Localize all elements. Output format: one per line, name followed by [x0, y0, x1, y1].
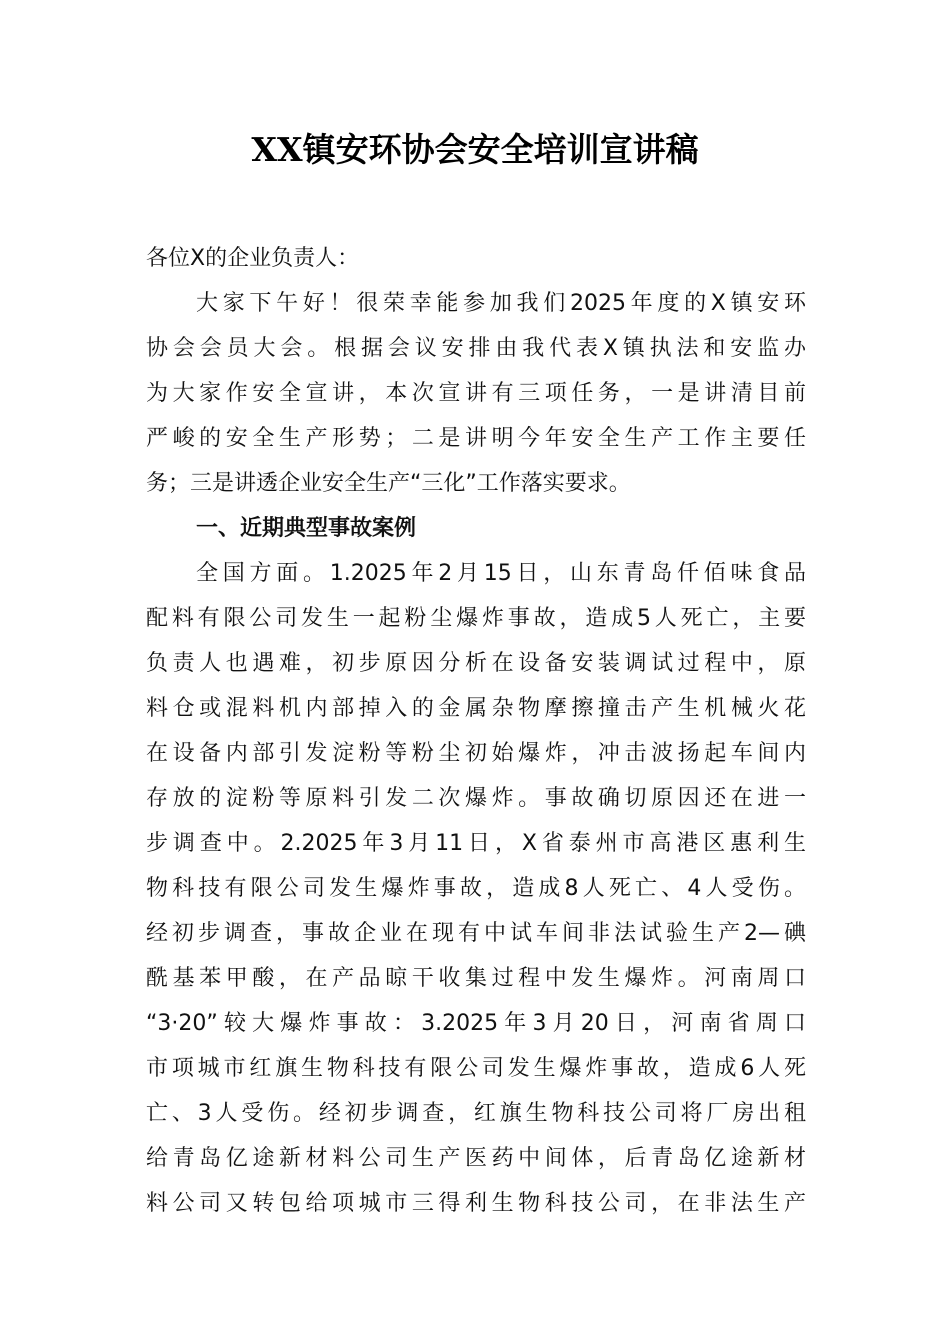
document-title: XX镇安环协会安全培训宣讲稿	[251, 130, 699, 169]
paragraph-line: 酰基苯甲酸，在产品晾干收集过程中发生爆炸。河南周口	[146, 966, 806, 991]
paragraph-line: 市项城市红旗生物科技有限公司发生爆炸事故，造成6人死	[146, 1056, 806, 1081]
paragraph-line: 大家下午好！很荣幸能参加我们2025年度的X镇安环	[196, 291, 806, 316]
paragraph-line: 配料有限公司发生一起粉尘爆炸事故，造成5人死亡，主要	[146, 606, 806, 631]
paragraph-line: 给青岛亿途新材料公司生产医药中间体，后青岛亿途新材	[146, 1146, 806, 1171]
paragraph-line: 料公司又转包给项城市三得利生物科技公司，在非法生产	[146, 1191, 806, 1216]
accident-cases-paragraph	[146, 551, 806, 1226]
paragraph-line: 料仓或混料机内部掉入的金属杂物摩擦撞击产生机械火花	[146, 696, 806, 721]
section-heading: 一、近期典型事故案例	[196, 516, 417, 541]
document-body	[146, 236, 806, 1226]
paragraph-line: “3·20”较大爆炸事故：3.2025年3月20日，河南省周口	[146, 1011, 806, 1036]
paragraph-line: 存放的淀粉等原料引发二次爆炸。事故确切原因还在进一	[146, 786, 806, 811]
paragraph-line: 在设备内部引发淀粉等粉尘初始爆炸，冲击波扬起车间内	[146, 741, 806, 766]
salutation: 各位X的企业负责人：	[146, 246, 360, 271]
paragraph-line: 亡、3人受伤。经初步调查，红旗生物科技公司将厂房出租	[146, 1101, 806, 1126]
paragraph-line: 为大家作安全宣讲，本次宣讲有三项任务，一是讲清目前	[146, 381, 806, 406]
paragraph-line: 经初步调查，事故企业在现有中试车间非法试验生产2—碘	[146, 921, 806, 946]
paragraph-line: 负责人也遇难，初步原因分析在设备安装调试过程中，原	[146, 651, 806, 676]
paragraph-line: 协会会员大会。根据会议安排由我代表X镇执法和安监办	[146, 336, 806, 361]
intro-paragraph	[146, 281, 806, 506]
paragraph-line: 物科技有限公司发生爆炸事故，造成8人死亡、4人受伤。	[146, 876, 806, 901]
paragraph-line: 严峻的安全生产形势；二是讲明今年安全生产工作主要任	[146, 426, 806, 451]
paragraph-line: 步调查中。2.2025年3月11日，X省泰州市高港区惠利生	[146, 831, 806, 856]
paragraph-line: 务；三是讲透企业安全生产“三化”工作落实要求。	[146, 471, 631, 496]
paragraph-line: 全国方面。1.2025年2月15日，山东青岛仟佰味食品	[196, 561, 806, 586]
